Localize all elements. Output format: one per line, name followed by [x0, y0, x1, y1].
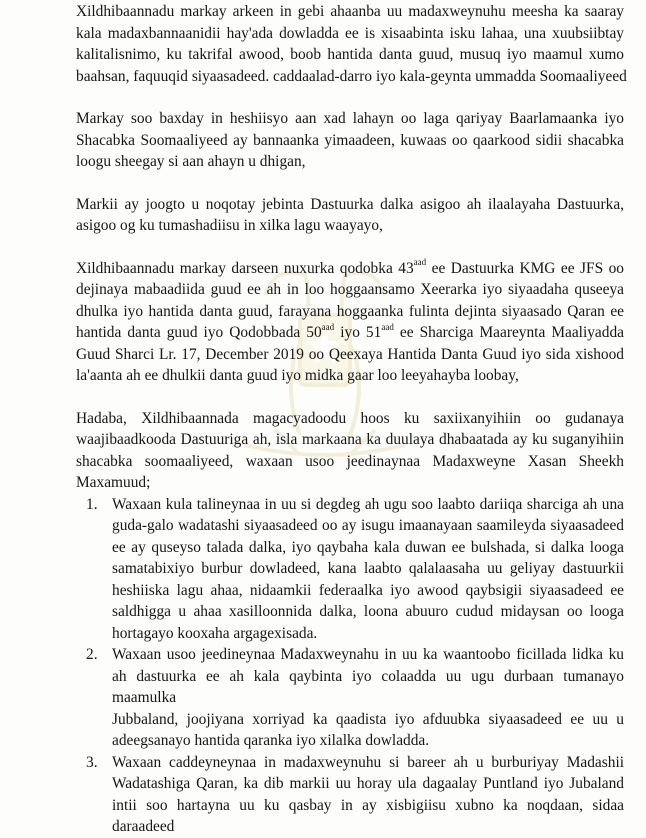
line-fragment: Xildhibaannadu markay darseen nuxurka qodobka 43 — [76, 259, 414, 277]
text-line: Maxamuud; — [76, 474, 151, 491]
text-line: asigoo og ku tumashadiisu in xilka lagu waayayo, — [76, 217, 383, 234]
text-line: Guud Sharci Lr. 17, December 2019 oo Qeexaya Hantida Danta Guud iyo sida xishood — [76, 345, 624, 363]
text-line: adeegsanayo hantida qaranka iyo xilalka dowladda. — [112, 732, 430, 749]
document-body — [76, 1, 627, 838]
paragraph-4 — [76, 258, 624, 387]
text-line: ah dastuurka ee ah kala qaybinta iyo colaadda uu ugu durbaan tumanayo maamulka — [112, 667, 624, 706]
text-line: la'aanta ah ee dhulkii danta guud iyo midka gaar loo leeyahayba loobay, — [76, 367, 519, 384]
demands-list — [76, 494, 624, 838]
superscript: aad — [321, 321, 335, 332]
text-line: heshiiska lagu ahaa, nidaamkii federaalka iyo awood qaybsigii siyaasadeed ee — [112, 581, 624, 599]
list-item — [76, 644, 624, 752]
line-fragment: ee Dastuurka KMG ee JFS oo — [426, 259, 624, 277]
text-line-with-superscript — [76, 322, 624, 344]
text-line: kala madaxbannaanidii hay'ada dowladda ee is xisaabinta isku lahaa, una xuubsiibtay — [76, 24, 624, 42]
text-line: Waxaan usoo jeedineynaa Madaxweynahu in uu ka waantoobo ficillada lidka ku — [112, 646, 624, 663]
list-item — [76, 752, 624, 838]
text-line: Xildhibaannadu markay arkeen in gebi ahaanba uu madaxweynuhu meesha ka saaray — [76, 3, 624, 20]
text-line: hortagayo kooxaha argagexisada. — [112, 624, 318, 642]
paragraph-1 — [76, 1, 627, 87]
text-line-with-superscript — [76, 258, 624, 280]
text-line: guda-galo wadatashi siyaasadeed oo ay isugu imaanayaan saamileyda siyaasadeed — [112, 517, 624, 534]
text-line: Waxaan caddeyneynaa in madaxweynuhu si bareer ah u burburiyay Madashii — [112, 753, 624, 771]
text-line: samatabixiyo burbur dowladeed, kana laabto qalalaasaha uu geliyay dastuurkii — [112, 560, 624, 577]
superscript: aad — [381, 321, 394, 332]
text-line: Waxaan kula talineynaa in uu si degdeg ah ugu soo laabto dariiqa sharciga ah una — [112, 495, 624, 513]
text-line: Markii ay joogto u noqotay jebinta Dastuurka dalka asigoo ah ilaalayaha Dastuurka, — [76, 195, 624, 213]
text-line: dejinaya mabaadiida guud ee ah in loo hoggaansamo Xeerarka iyo siyaadaha quseeya — [76, 281, 624, 298]
text-line: shacabka soomaaliyeed, waxaan usoo jeedinaynaa Madaxweyne Xasan Sheekh — [76, 452, 624, 470]
text-line: Shacabka Soomaaliyeed ay bannaanka yimaadeen, kuwaas oo qaarkood sidii shacabka — [76, 131, 624, 149]
text-line: Wadatashiga Qaran, ka dib markii uu horay ula dagaalay Puntland iyo Jubaland — [112, 775, 624, 792]
text-line: Markay soo baxday in heshiisyo aan xad lahayn oo laga qariyay Baarlamaanka iyo — [76, 110, 624, 127]
text-line: Hadaba, Xildhibaannada magacyadoodu hoos ku saxiixanyihiin oo gudanaya — [76, 409, 624, 427]
line-fragment: iyo 51 — [334, 324, 382, 341]
text-line: Jubbaland, joojiyana xorriyad ka qaadista iyo afduubka siyaasadeed ee uu u — [112, 710, 624, 728]
superscript: aad — [413, 257, 427, 268]
list-number: 3. — [86, 753, 98, 771]
list-item — [76, 494, 624, 645]
text-line: saldhigga u ahaa xasilloonnida dalka, loona abuuro cudud midaysan oo looga — [112, 603, 624, 620]
text-line: intii soo hartayna uu ku qasbay in ay xisbigiisu xubno ka noqdaan, sidaa daraadeed — [112, 796, 624, 835]
text-line: dhulka iyo hantida danta guud, farayana hoggaanka fulinta dejinta siyaasado Qaran ee — [76, 302, 624, 320]
paragraph-2 — [76, 108, 624, 173]
line-fragment: hantida danta guud iyo Qodobbada 50 — [76, 324, 322, 341]
text-line: ee ay quseyso talada dalka, iyo qaybaha kala duwan ee bulshada, si dalka looga — [112, 538, 624, 556]
text-line: baahsan, faquuqid siyaasadeed. caddaalad-darro iyo kala-geynta ummadda Soomaaliyeed — [76, 67, 627, 85]
list-number: 2. — [86, 646, 98, 663]
text-line: waajibaadkooda Dastuuriga ah, isla markaana ka duulaya dhabaatada ay ku suganyihiin — [76, 431, 624, 448]
text-line: kalitalisnimo, ku takrifal awood, boob hantida danta guud, musuq iyo maamul xumo — [76, 46, 624, 63]
line-fragment: ee Sharciga Maareynta Maaliyadda — [393, 324, 624, 341]
list-number: 1. — [86, 495, 98, 513]
paragraph-5 — [76, 408, 624, 494]
paragraph-3 — [76, 194, 624, 237]
text-line: loogu sheegay si aan ahayn u dhigan, — [76, 153, 306, 170]
